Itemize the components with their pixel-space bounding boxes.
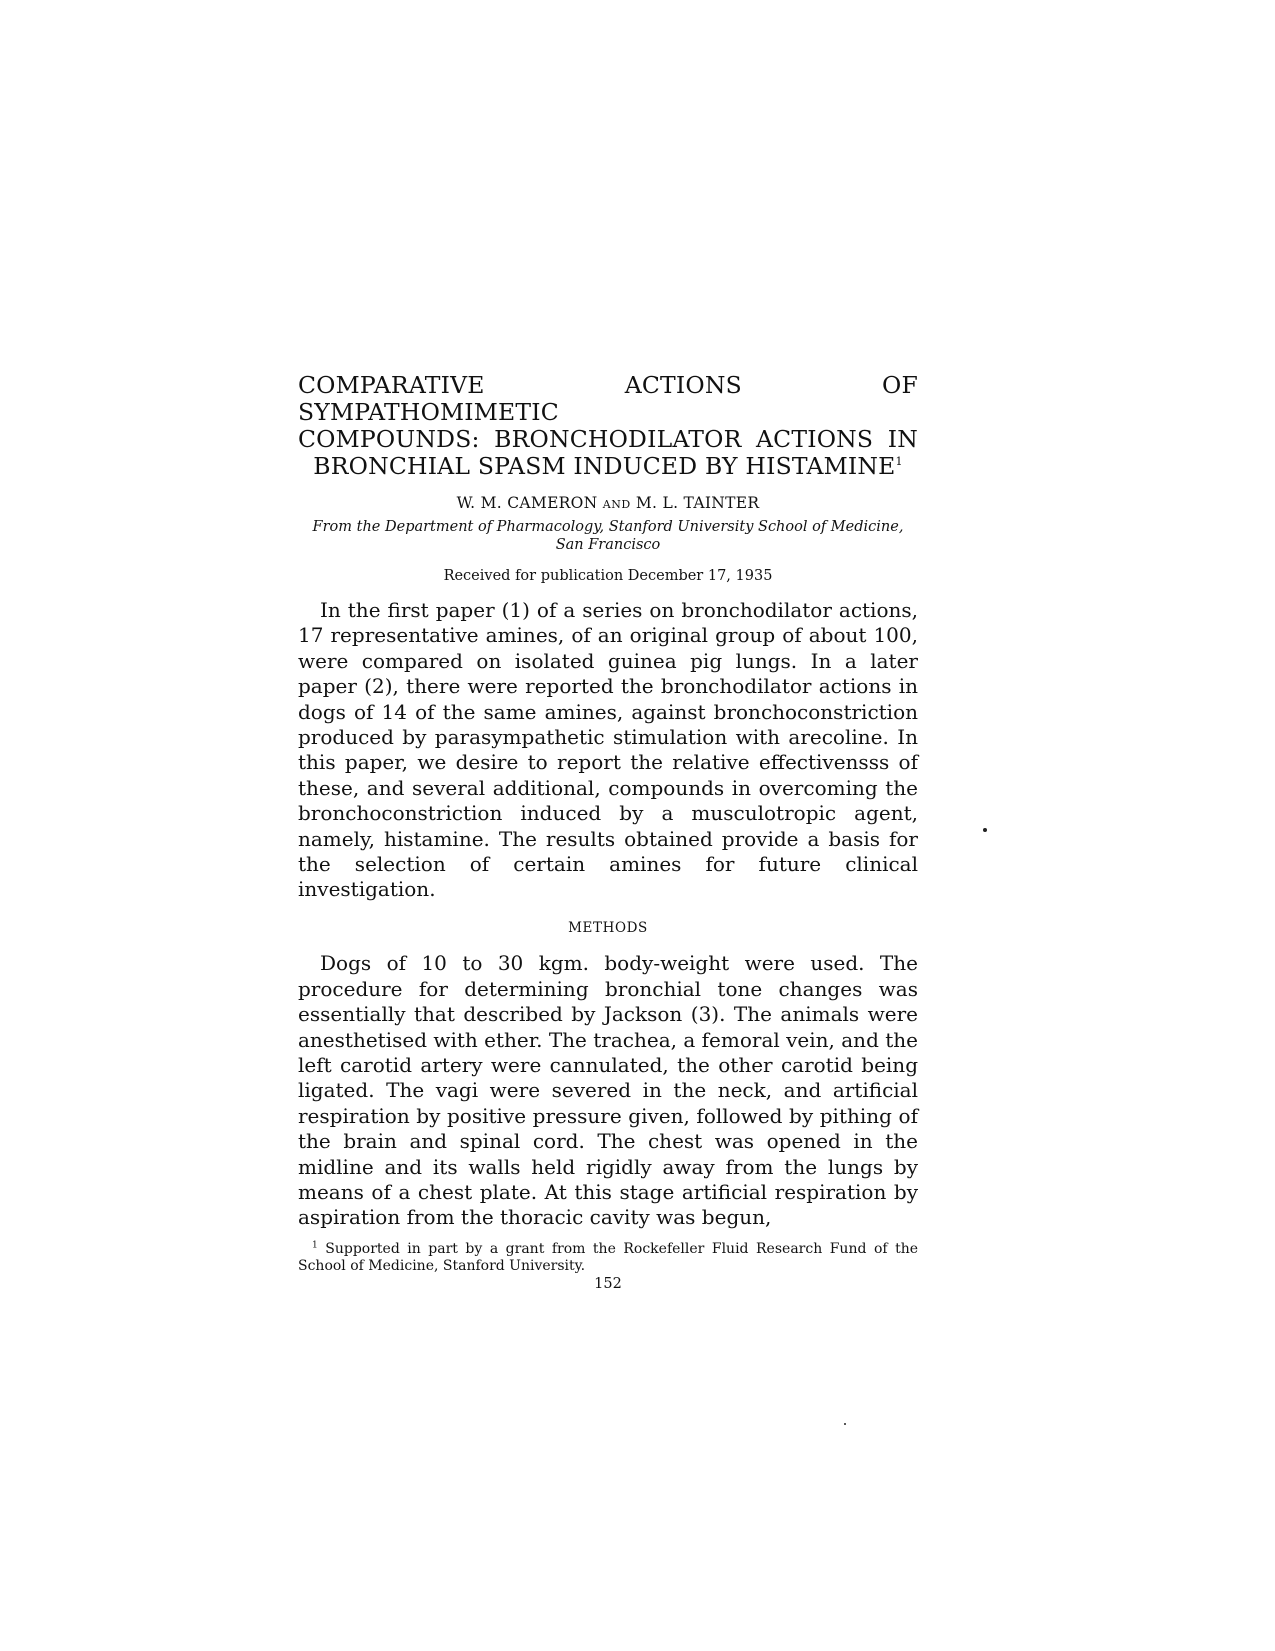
author-conjunction: AND [602,498,631,511]
paper-title [298,372,918,480]
affiliation-line-2: San Francisco [555,537,661,553]
author-first: W. M. CAMERON [456,494,598,512]
methods-heading: METHODS [568,919,648,936]
affiliation [298,518,918,554]
scan-speck-2 [844,1423,846,1425]
author-line [298,494,918,512]
paper-page [298,372,918,1292]
received-date: Received for publication December 17, 1935 [443,568,773,584]
methods-paragraph: Dogs of 10 to 30 kgm. body-weight were used. The procedure for determining bronchial tone changes was essentially that described by Jackson (3). The animals were anesthetised with ether. The trachea, a femoral vein, and the left carotid artery were cannulated, the other carotid being ligated. The vagi were severed in the neck, and artificial respiration by positive pressure given, followed by pithing of the brain and spinal cord. The chest was opened in the midline and its walls held rigidly away from the lungs by means of a chest plate. At this stage artificial respiration by aspiration from the thoracic cavity was begun, [298,951,918,1230]
footnote-marker: 1 [312,1240,318,1251]
body-text [298,598,918,1231]
title-line-1: COMPARATIVE ACTIONS OF SYMPATHOMIMETIC [298,371,918,426]
footnote-text: Supported in part by a grant from the Rockefeller Fluid Research Fund of the School of Medicine, Stanford University. [298,1240,918,1274]
title-footnote-marker: 1 [895,455,903,469]
footnote [298,1241,918,1275]
scan-speck-1 [983,828,987,832]
page-number: 152 [594,1275,622,1292]
author-second: M. L. TAINTER [635,494,760,512]
title-line-3: BRONCHIAL SPASM INDUCED BY HISTAMINE [313,452,896,480]
affiliation-line-1: From the Department of Pharmacology, Stanford University School of Medicine, [312,519,904,535]
intro-paragraph: In the first paper (1) of a series on bronchodilator actions, 17 representative amines, of an original group of about 100, were compared on isolated guinea pig lungs. In a later paper (2), there were reported the bronchodilator actions in dogs of 14 of the same amines, against bronchoconstriction produced by parasympathetic stimulation with arecoline. In this paper, we desire to report the relative effectivensss of these, and several additional, compounds in overcoming the bronchoconstriction induced by a musculotropic agent, namely, histamine. The results obtained provide a basis for the selection of certain amines for future clinical investigation. [298,598,918,902]
title-line-2: COMPOUNDS: BRONCHODILATOR ACTIONS IN [298,425,918,453]
title-line-3-wrapper [298,453,918,480]
